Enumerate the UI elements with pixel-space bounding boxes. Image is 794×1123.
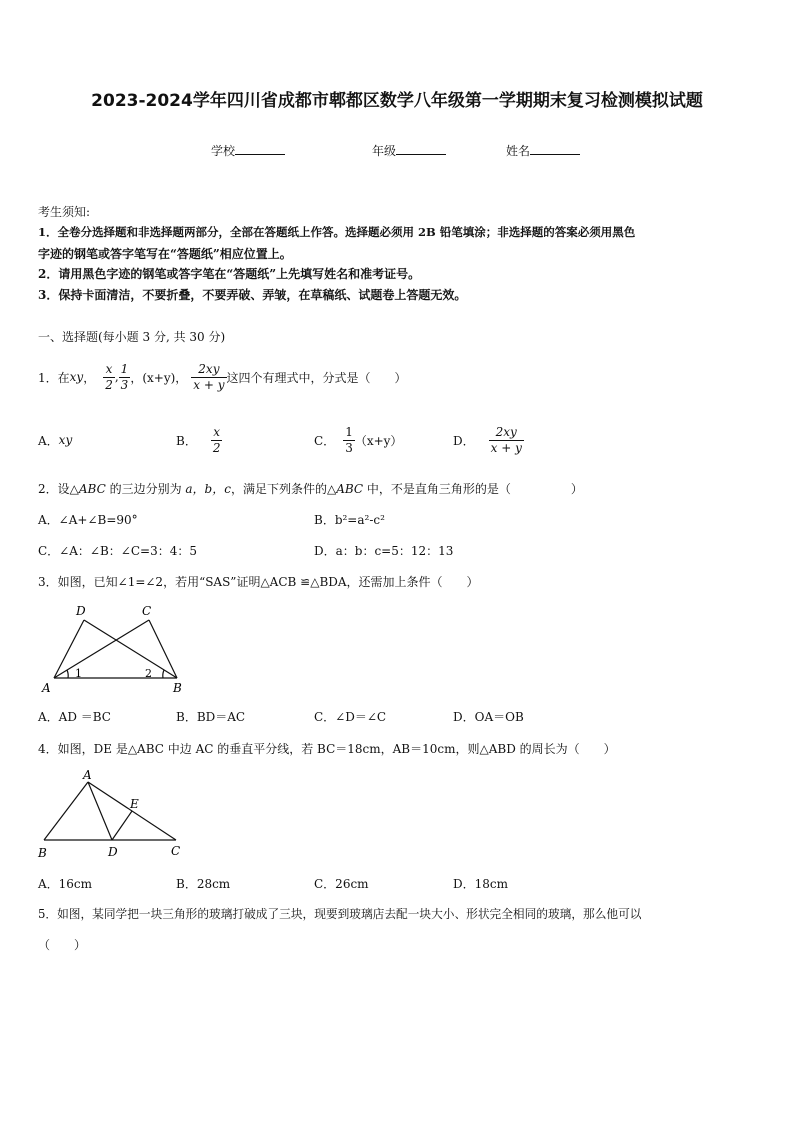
angle-2-arc	[163, 670, 164, 678]
notice-line-3: 3．保持卡面清洁，不要折叠，不要弄破、弄皱，在草稿纸、试题卷上答题无效。	[38, 288, 467, 302]
notice-line-1-cont: 字迹的钢笔或答字笔写在“答题纸”相应位置上。	[38, 247, 292, 261]
question-2: 2．设△ABC 的三边分别为 a，b，c，满足下列条件的△ABC 中，不是直角三角形的是（ ）	[38, 482, 583, 496]
segment-ac	[54, 620, 149, 678]
question-4: 4．如图，DE 是△ABC 中边 AC 的垂直平分线，若 BC＝18cm，AB＝10cm，则△ABD 的周长为（ ）	[38, 742, 616, 756]
q4-option-a[interactable]: A．16cm	[38, 877, 93, 891]
label-c: C	[171, 844, 181, 858]
segment-ba	[44, 782, 88, 840]
q4-option-b[interactable]: B．28cm	[176, 877, 231, 891]
segment-de	[112, 811, 132, 840]
segment-ad	[88, 782, 112, 840]
label-d: D	[108, 845, 118, 859]
q3-option-d[interactable]: D．OA＝OB	[453, 710, 524, 724]
section-heading: 一、选择题(每小题 3 分, 共 30 分)	[38, 330, 226, 344]
q3-figure	[38, 600, 198, 696]
q2-option-a[interactable]: A．∠A+∠B=90°	[38, 513, 138, 527]
q1-option-d[interactable]: D． $\frac{2xy}{x + y}$	[453, 424, 522, 455]
q1-option-b[interactable]: B． $\frac{x}{2}$	[176, 424, 221, 455]
page-title: 2023-2024学年四川省成都市郫都区数学八年级第一学期期末复习检测模拟试题	[91, 91, 703, 111]
q4-option-c[interactable]: C．26cm	[314, 877, 369, 891]
q1-option-c[interactable]: C． $\frac{1}{3}$ （x+y）	[314, 424, 403, 455]
q2-option-d[interactable]: D．a：b：c=5：12：13	[314, 544, 454, 558]
label-angle-1: 1	[75, 667, 82, 680]
question-3: 3．如图，已知∠1=∠2，若用“SAS”证明△ACB ≌△BDA，还需加上条件（ ）	[38, 575, 479, 589]
q4-figure	[30, 766, 190, 860]
notice-line-1: 1．全卷分选择题和非选择题两部分，全部在答题纸上作答。选择题必须用 2B 铅笔填涂；非选择题的答案必须用黑色	[38, 225, 636, 239]
angle-1-arc	[67, 670, 68, 678]
label-b: B	[38, 846, 47, 860]
q3-option-a[interactable]: A．AD ＝BC	[38, 710, 111, 724]
q3-option-c[interactable]: C．∠D＝∠C	[314, 710, 387, 724]
q2-option-c[interactable]: C．∠A：∠B：∠C=3：4：5	[38, 544, 197, 558]
label-b: B	[173, 681, 182, 695]
q2-option-b[interactable]: B．b²=a²-c²	[314, 513, 385, 527]
grade-field[interactable]: 年级	[372, 142, 446, 159]
question-5: 5．如图，某同学把一块三角形的玻璃打破成了三块，现要到玻璃店去配一块大小、形状完全相同的玻璃，那么他可以	[38, 907, 642, 921]
q1-option-a[interactable]: A． xy	[38, 433, 73, 448]
label-a: A	[42, 681, 51, 695]
notice-line-2: 2．请用黑色字迹的钢笔或答字笔在“答题纸”上先填写姓名和准考证号。	[38, 267, 421, 281]
school-field[interactable]: 学校	[211, 142, 285, 159]
question-1: 1．在 xy ， $\frac{x}{2}$ , $\frac{1}{3}$ ，(x+y)， $\frac{2xy}{x + y}$ 这四个有理式中，分式是（ ）	[38, 361, 407, 392]
name-field[interactable]: 姓名	[506, 142, 580, 159]
label-a: A	[83, 768, 92, 782]
label-angle-2: 2	[145, 667, 152, 680]
q3-option-b[interactable]: B．BD＝AC	[176, 710, 246, 724]
q4-option-d[interactable]: D．18cm	[453, 877, 508, 891]
label-d: D	[76, 604, 86, 618]
label-e: E	[130, 797, 139, 811]
label-c: C	[142, 604, 152, 618]
notice-heading: 考生须知:	[38, 205, 91, 219]
question-5-answer-blank: （ ）	[38, 938, 87, 952]
